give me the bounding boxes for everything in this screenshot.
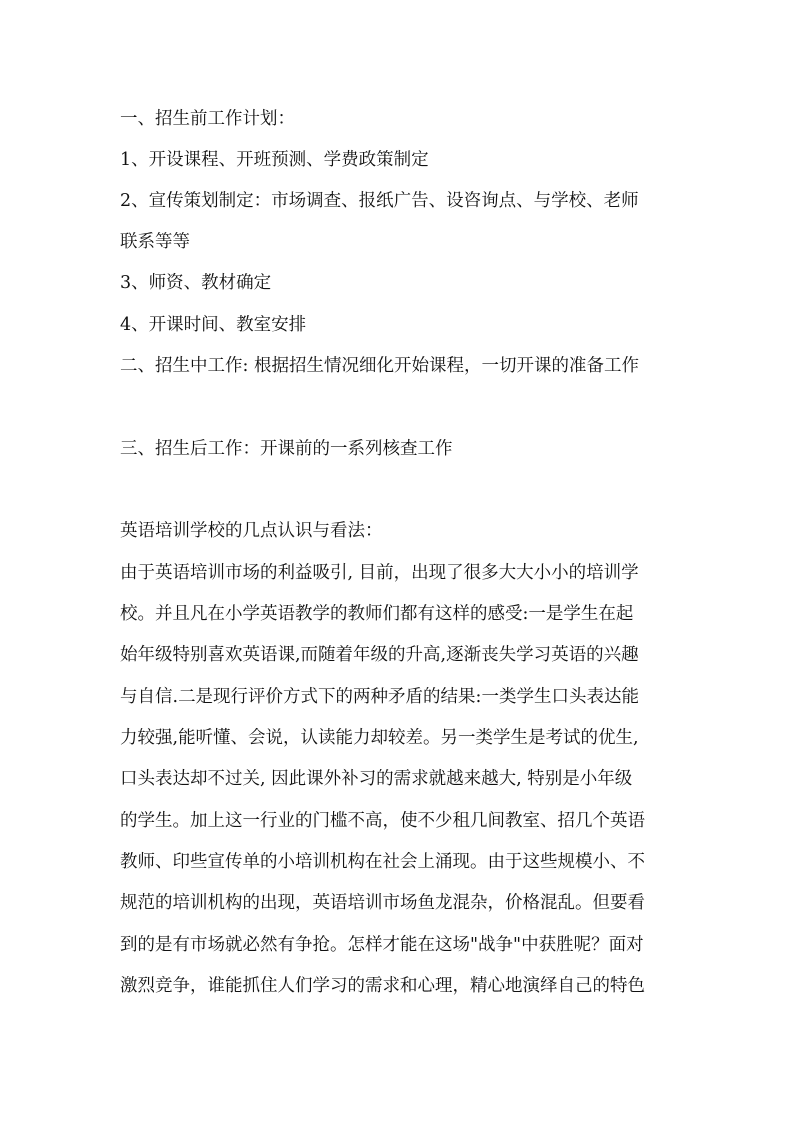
views-paragraph-line: 口头表达却不过关, 因此课外补习的需求就越来越大, 特别是小年级 [120,769,633,789]
views-paragraph-line: 的学生。加上这一行业的门槛不高，使不少租几间教室、招几个英语 [120,811,645,831]
plan-item-3: 3、师资、教材确定 [120,273,272,293]
during-enrollment-work: 二、招生中工作: 根据招生情况细化开始课程，一切开课的准备工作 [120,356,639,376]
plan-item-4: 4、开课时间、教室安排 [120,315,307,335]
views-paragraph-line: 到的是有市场就必然有争抢。怎样才能在这场"战争"中获胜呢？面对 [120,935,644,955]
plan-item-2-line-2: 联系等等 [120,232,190,252]
views-paragraph-line: 教师、印些宣传单的小培训机构在社会上涌现。由于这些规模小、不 [120,852,645,872]
views-paragraph-line: 校。并且凡在小学英语教学的教师们都有这样的感受:一是学生在起 [120,604,634,624]
after-enrollment-work: 三、招生后工作：开课前的一系列核查工作 [120,439,453,459]
views-paragraph-line: 始年级特别喜欢英语课,而随着年级的升高,逐渐丧失学习英语的兴趣 [120,645,639,665]
plan-item-2-line-1: 2、宣传策划制定：市场调查、报纸广告、设咨询点、与学校、老师 [120,191,639,211]
plan-item-1: 1、开设课程、开班预测、学费政策制定 [120,150,429,170]
plan-heading: 一、招生前工作计划： [120,109,295,129]
views-paragraph-line: 力较强,能听懂、会说，认读能力却较差。另一类学生是考试的优生, [120,728,639,748]
views-paragraph-line: 与自信.二是现行评价方式下的两种矛盾的结果:一类学生口头表达能 [120,687,639,707]
views-heading: 英语培训学校的几点认识与看法： [120,521,383,541]
views-paragraph-line: 激烈竞争，谁能抓住人们学习的需求和心理，精心地演绎自己的特色 [120,976,645,996]
views-paragraph-line: 由于英语培训市场的利益吸引, 目前，出现了很多大大小小的培训学 [120,563,639,583]
views-paragraph-line: 规范的培训机构的出现，英语培训市场鱼龙混杂，价格混乱。但要看 [120,893,645,913]
